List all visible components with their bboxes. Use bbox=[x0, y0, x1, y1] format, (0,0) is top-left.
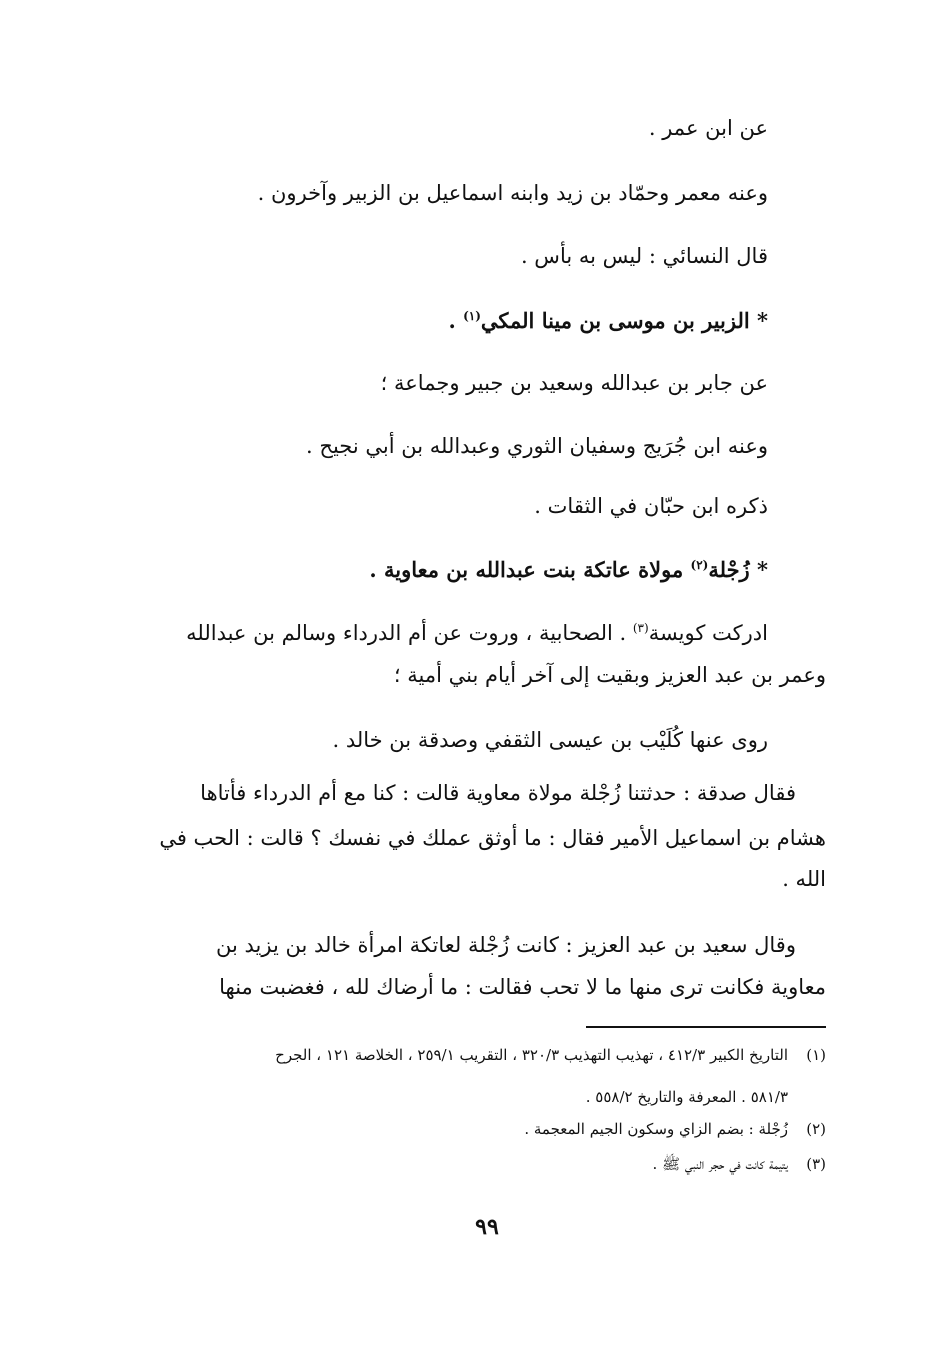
text-line: وقال سعيد بن عبد العزيز : كانت زُجْلة لعاتكة امرأة خالد بن يزيد بن bbox=[216, 933, 796, 957]
text-line: فقال صدقة : حدثتنا زُجْلة مولاة معاوية قالت : كنا مع أم الدرداء فأتاها bbox=[200, 781, 796, 805]
entry-heading-rest: مولاة عاتكة بنت عبدالله بن معاوية . bbox=[369, 557, 691, 582]
footnote-number: (١) bbox=[806, 1046, 826, 1064]
text-line: ذكره ابن حبّان في الثقات . bbox=[534, 494, 768, 518]
footnote-ref-2: (٢) bbox=[690, 558, 709, 572]
entry-heading-text: * زُجْلة bbox=[708, 557, 768, 582]
text-fragment: . الصحابية ، وروت عن أم الدرداء وسالم بن عبدالله bbox=[186, 621, 633, 645]
text-line: قال النسائي : ليس به بأس . bbox=[520, 244, 768, 268]
text-line: وعنه معمر وحمّاد بن زيد وابنه اسماعيل بن الزبير وآخرون . bbox=[257, 181, 768, 205]
text-line: هشام بن اسماعيل الأمير فقال : ما أوثق عملك في نفسك ؟ قالت : الحب في bbox=[159, 826, 826, 850]
footnote-ref-1: (١) bbox=[463, 309, 481, 323]
text-line bbox=[148, 620, 768, 647]
footnote-1-continuation: ٥٨١/٣ . المعرفة والتاريخ ٥٥٨/٢ . bbox=[585, 1088, 788, 1106]
text-line: وعنه ابن جُرَيج وسفيان الثوري وعبدالله بن أبي نجيح . bbox=[306, 434, 768, 458]
footnote-separator bbox=[586, 1026, 826, 1028]
footnote-text: زُجْلة : بضم الزاي وسكون الجيم المعجمة . bbox=[524, 1120, 788, 1138]
heading-period: . bbox=[448, 308, 464, 333]
footnote-number: (٣) bbox=[806, 1155, 826, 1173]
footnote-3 bbox=[148, 1155, 826, 1175]
text-line: عن ابن عمر . bbox=[648, 116, 768, 140]
footnote-text: يتيمة كانت في حجر النبي ﷺ . bbox=[652, 1155, 788, 1173]
entry-heading-zujla bbox=[148, 556, 768, 583]
footnote-2 bbox=[148, 1120, 826, 1140]
text-line: روى عنها كُلَيْب بن عيسى الثقفي وصدقة بن خالد . bbox=[332, 728, 768, 752]
entry-heading-zubair bbox=[148, 307, 768, 334]
text-line: وعمر بن عبد العزيز وبقيت إلى آخر أيام بني أمية ؛ bbox=[393, 663, 826, 687]
footnote-number: (٢) bbox=[806, 1120, 826, 1138]
text-line: الله . bbox=[782, 867, 826, 891]
text-line: عن جابر بن عبدالله وسعيد بن جبير وجماعة ؛ bbox=[380, 371, 768, 395]
footnote-text: التاريخ الكبير ٤١٢/٣ ، تهذيب التهذيب ٣٢٠/٣ ، التقريب ٢٥٩/١ ، الخلاصة ١٢١ ، الجرح bbox=[275, 1046, 788, 1064]
text-fragment: ادركت كويسة bbox=[648, 621, 768, 645]
page bbox=[148, 0, 826, 1365]
entry-heading-text: * الزبير بن موسى بن مينا المكي bbox=[480, 308, 768, 333]
footnote-ref-3: (٣) bbox=[632, 621, 649, 635]
text-line: معاوية فكانت ترى منها ما لا تحب فقالت : ما أرضاك لله ، فغضبت منها bbox=[219, 975, 826, 999]
page-number: ٩٩ bbox=[475, 1214, 499, 1240]
footnote-1 bbox=[148, 1046, 826, 1066]
